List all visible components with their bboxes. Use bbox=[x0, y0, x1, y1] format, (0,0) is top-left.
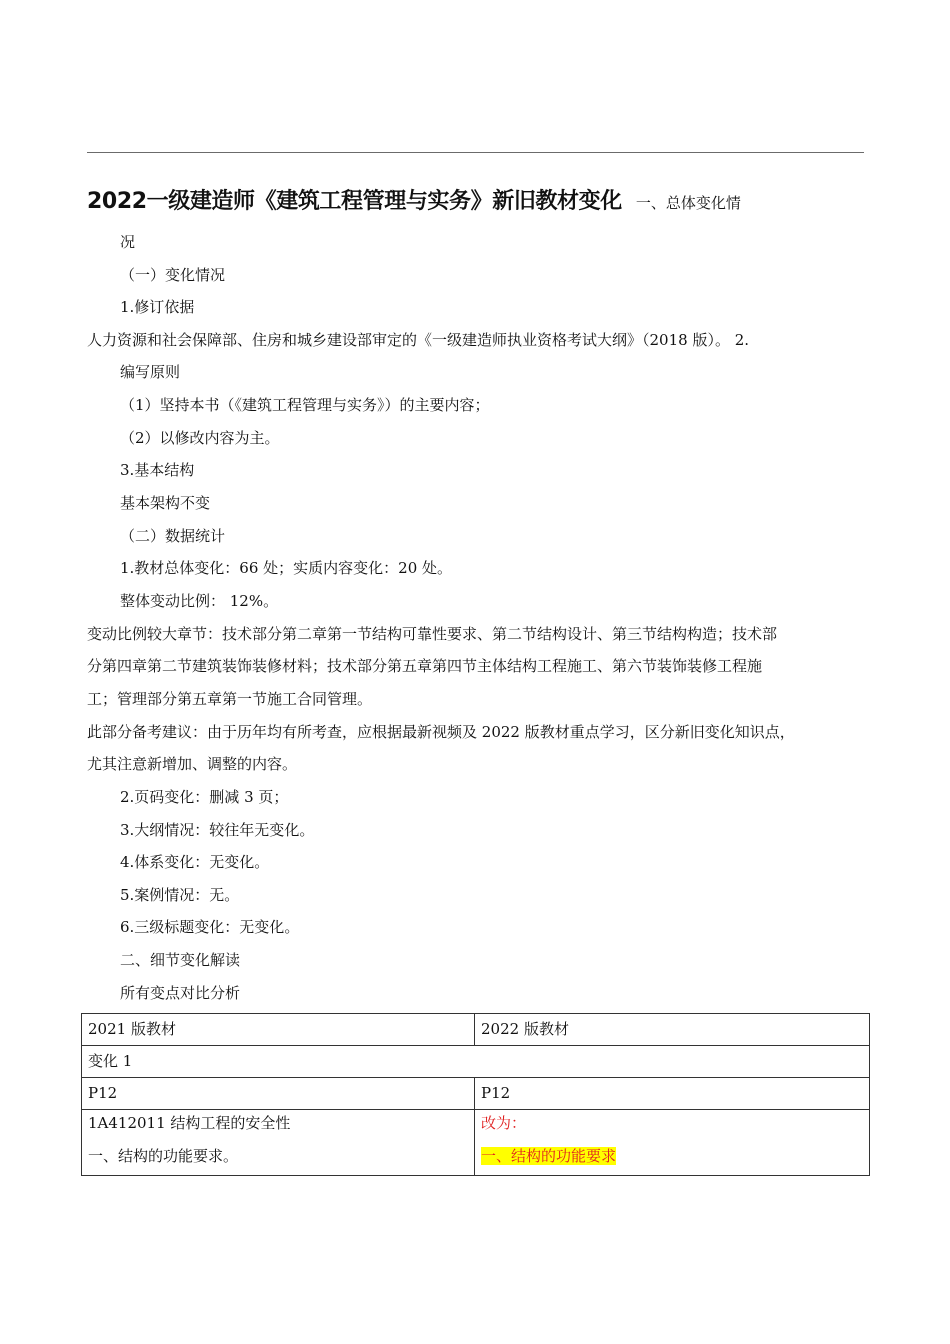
paragraph-study-advice-1: 此部分备考建议：由于历年均有所考查，应根据最新视频及 2022 版教材重点学习，区分新旧变化知识点， bbox=[87, 723, 795, 741]
heading-continuation: 况 bbox=[120, 233, 136, 251]
page-2021: P12 bbox=[82, 1078, 475, 1110]
title-row bbox=[87, 184, 867, 215]
comparison-table bbox=[81, 1013, 870, 1176]
document-title: 2022一级建造师《建筑工程管理与实务》新旧教材变化 bbox=[87, 189, 622, 214]
change-note: 改为： bbox=[481, 1114, 527, 1132]
item-writing-principles: 编写原则 bbox=[120, 363, 181, 381]
basic-structure-text: 基本架构不变 bbox=[120, 494, 211, 512]
principle-1: （1）坚持本书（《建筑工程管理与实务》）的主要内容； bbox=[120, 396, 490, 414]
paragraph-major-chapters-3: 工；管理部分第五章第一节施工合同管理。 bbox=[87, 690, 373, 708]
section-heading-overall: 一、总体变化情 bbox=[635, 194, 741, 212]
paragraph-major-chapters-2: 分第四章第二节建筑装饰装修材料；技术部分第五章第四节主体结构工程施工、第六节装饰装修工程施 bbox=[87, 657, 763, 675]
old-section-code: 1A412011 结构工程的安全性 bbox=[88, 1114, 291, 1132]
table-change-row bbox=[82, 1046, 870, 1078]
stat-headings: 6.三级标题变化：无变化。 bbox=[120, 918, 300, 936]
stat-outline: 3.大纲情况：较往年无变化。 bbox=[120, 821, 315, 839]
principle-2: （2）以修改内容为主。 bbox=[120, 429, 280, 447]
new-item-highlighted: 一、结构的功能要求 bbox=[481, 1147, 617, 1165]
change-label: 变化 1 bbox=[82, 1046, 870, 1078]
paragraph-major-chapters-1: 变动比例较大章节：技术部分第二章第一节结构可靠性要求、第二节结构设计、第三节结构构造；技术部 bbox=[87, 625, 778, 643]
stat-change-ratio: 整体变动比例： 12%。 bbox=[120, 592, 279, 610]
subheading-statistics: （二）数据统计 bbox=[120, 527, 226, 545]
content-2022 bbox=[475, 1110, 870, 1176]
section-heading-details: 二、细节变化解读 bbox=[120, 951, 241, 969]
page-2022: P12 bbox=[475, 1078, 870, 1110]
header-2021: 2021 版教材 bbox=[82, 1014, 475, 1046]
stat-total-changes: 1.教材总体变化：66 处；实质内容变化：20 处。 bbox=[120, 559, 453, 577]
table-content-row bbox=[82, 1110, 870, 1176]
subheading-changes: （一）变化情况 bbox=[120, 266, 226, 284]
item-revision-basis: 1.修订依据 bbox=[120, 298, 195, 316]
paragraph-study-advice-2: 尤其注意新增加、调整的内容。 bbox=[87, 755, 298, 773]
content-2021 bbox=[82, 1110, 475, 1176]
paragraph-basis-text: 人力资源和社会保障部、住房和城乡建设部审定的《一级建造师执业资格考试大纲》（2018 版）。 2. bbox=[87, 331, 750, 349]
comparison-intro: 所有变点对比分析 bbox=[120, 984, 241, 1002]
stat-system: 4.体系变化：无变化。 bbox=[120, 853, 270, 871]
header-2022: 2022 版教材 bbox=[475, 1014, 870, 1046]
stat-cases: 5.案例情况：无。 bbox=[120, 886, 240, 904]
table-header-row bbox=[82, 1014, 870, 1046]
header-rule bbox=[87, 152, 864, 153]
stat-page-change: 2.页码变化：删减 3 页； bbox=[120, 788, 289, 806]
item-basic-structure: 3.基本结构 bbox=[120, 461, 195, 479]
table-page-row bbox=[82, 1078, 870, 1110]
old-item-text: 一、结构的功能要求。 bbox=[88, 1147, 239, 1165]
